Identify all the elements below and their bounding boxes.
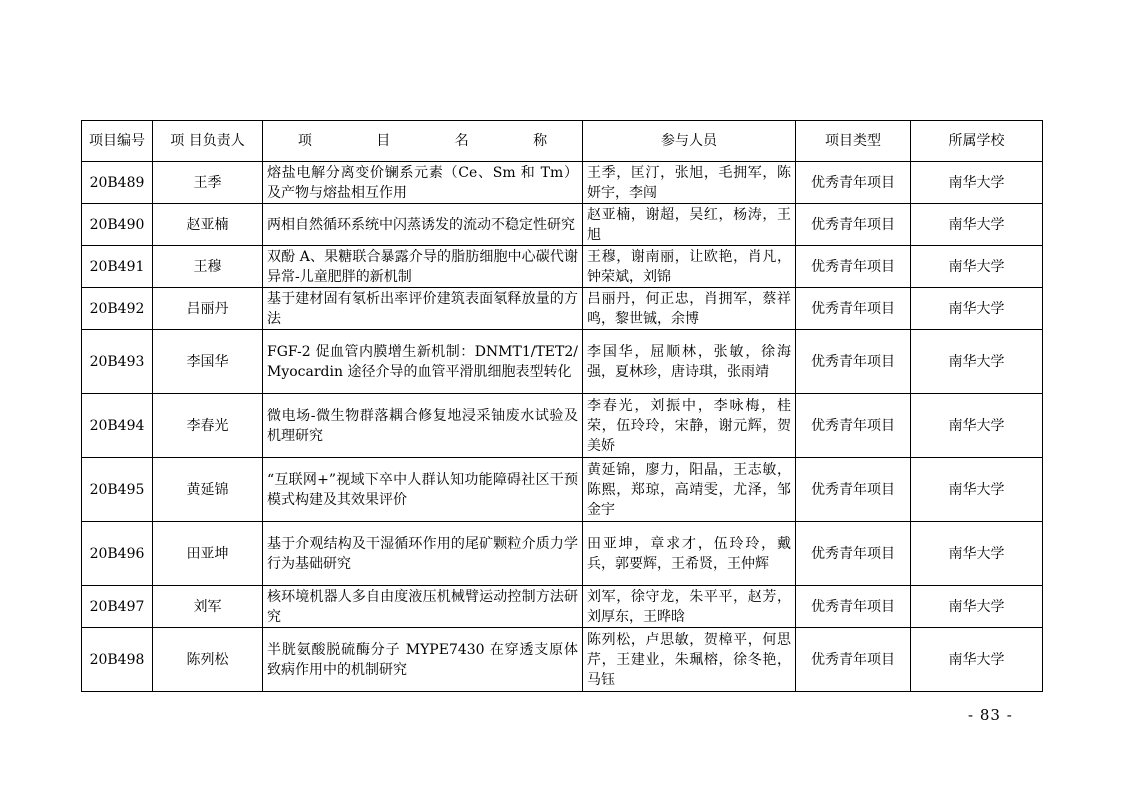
participants: 李国华，屈顺林，张敏，徐海强，夏林珍，唐诗琪，张雨靖 <box>583 330 796 394</box>
project-type: 优秀青年项目 <box>796 458 911 522</box>
participants: 田亚坤，章求才，伍玲玲，戴兵，郭要辉，王希贤，王仲辉 <box>583 522 796 586</box>
project-name: FGF-2 促血管内膜增生新机制：DNMT1/TET2/Myocardin 途径介导的血管平滑肌细胞表型转化 <box>263 330 583 394</box>
project-code: 20B493 <box>82 330 153 394</box>
header-participants: 参与人员 <box>583 121 796 162</box>
project-lead: 赵亚楠 <box>153 204 263 246</box>
project-lead: 田亚坤 <box>153 522 263 586</box>
project-type: 优秀青年项目 <box>796 162 911 204</box>
participants: 陈列松，卢思敏，贺樟平，何思芹，王建业，朱珮榕，徐冬艳，马钰 <box>583 628 796 692</box>
project-table <box>81 120 1043 692</box>
project-type: 优秀青年项目 <box>796 394 911 458</box>
project-lead: 王穆 <box>153 246 263 288</box>
project-lead: 黄延锦 <box>153 458 263 522</box>
table-row <box>82 628 1043 692</box>
school: 南华大学 <box>911 288 1043 330</box>
project-type: 优秀青年项目 <box>796 204 911 246</box>
participants: 李春光，刘振中，李咏梅，桂荣，伍玲玲，宋静，谢元辉，贺美娇 <box>583 394 796 458</box>
project-code: 20B496 <box>82 522 153 586</box>
project-name: 核环境机器人多自由度液压机械臂运动控制方法研究 <box>263 586 583 628</box>
table-row <box>82 162 1043 204</box>
table-row <box>82 204 1043 246</box>
project-name: 双酚 A、果糖联合暴露介导的脂肪细胞中心碳代谢异常-儿童肥胖的新机制 <box>263 246 583 288</box>
project-code: 20B498 <box>82 628 153 692</box>
participants: 刘军，徐守龙，朱平平，赵芳，刘厚东，王晔晗 <box>583 586 796 628</box>
project-code: 20B492 <box>82 288 153 330</box>
table-row <box>82 330 1043 394</box>
table-row <box>82 458 1043 522</box>
project-lead: 李春光 <box>153 394 263 458</box>
header-project-name: 项 目 名 称 <box>263 121 583 162</box>
page-number: - 83 - <box>968 706 1013 724</box>
participants: 王穆，谢南丽，让欧艳，肖凡，钟荣斌，刘锦 <box>583 246 796 288</box>
project-code: 20B490 <box>82 204 153 246</box>
project-name: 基于介观结构及干湿循环作用的尾矿颗粒介质力学行为基础研究 <box>263 522 583 586</box>
school: 南华大学 <box>911 204 1043 246</box>
table-row <box>82 522 1043 586</box>
table-row <box>82 288 1043 330</box>
project-type: 优秀青年项目 <box>796 288 911 330</box>
project-lead: 李国华 <box>153 330 263 394</box>
table-row <box>82 246 1043 288</box>
project-name: 半胱氨酸脱硫酶分子 MYPE7430 在穿透支原体致病作用中的机制研究 <box>263 628 583 692</box>
project-name: 两相自然循环系统中闪蒸诱发的流动不稳定性研究 <box>263 204 583 246</box>
project-lead: 吕丽丹 <box>153 288 263 330</box>
project-name: 基于建材固有氡析出率评价建筑表面氡释放量的方法 <box>263 288 583 330</box>
project-lead: 陈列松 <box>153 628 263 692</box>
table-header-row <box>82 121 1043 162</box>
project-type: 优秀青年项目 <box>796 246 911 288</box>
school: 南华大学 <box>911 586 1043 628</box>
header-project-type: 项目类型 <box>796 121 911 162</box>
project-code: 20B494 <box>82 394 153 458</box>
school: 南华大学 <box>911 330 1043 394</box>
header-project-code: 项目编号 <box>82 121 153 162</box>
header-project-lead: 项 目负责人 <box>153 121 263 162</box>
project-type: 优秀青年项目 <box>796 628 911 692</box>
school: 南华大学 <box>911 162 1043 204</box>
participants: 赵亚楠，谢超，吴红，杨涛，王旭 <box>583 204 796 246</box>
school: 南华大学 <box>911 246 1043 288</box>
header-school: 所属学校 <box>911 121 1043 162</box>
project-code: 20B491 <box>82 246 153 288</box>
project-code: 20B497 <box>82 586 153 628</box>
project-lead: 王季 <box>153 162 263 204</box>
school: 南华大学 <box>911 458 1043 522</box>
project-type: 优秀青年项目 <box>796 522 911 586</box>
project-name: 熔盐电解分离变价镧系元素（Ce、Sm 和 Tm）及产物与熔盐相互作用 <box>263 162 583 204</box>
project-code: 20B495 <box>82 458 153 522</box>
table-row <box>82 394 1043 458</box>
school: 南华大学 <box>911 522 1043 586</box>
project-name: 微电场-微生物群落耦合修复地浸采铀废水试验及机理研究 <box>263 394 583 458</box>
participants: 黄延锦，廖力，阳晶，王志敏，陈熙，郑琼，高靖雯，尤泽，邹金宇 <box>583 458 796 522</box>
project-type: 优秀青年项目 <box>796 586 911 628</box>
project-type: 优秀青年项目 <box>796 330 911 394</box>
table-row <box>82 586 1043 628</box>
school: 南华大学 <box>911 394 1043 458</box>
project-name: “互联网+”视域下卒中人群认知功能障碍社区干预模式构建及其效果评价 <box>263 458 583 522</box>
project-code: 20B489 <box>82 162 153 204</box>
participants: 王季，匡汀，张旭，毛拥军，陈妍宇，李闯 <box>583 162 796 204</box>
participants: 吕丽丹，何正忠，肖拥军，蔡祥鸣，黎世铖，余博 <box>583 288 796 330</box>
project-lead: 刘军 <box>153 586 263 628</box>
school: 南华大学 <box>911 628 1043 692</box>
